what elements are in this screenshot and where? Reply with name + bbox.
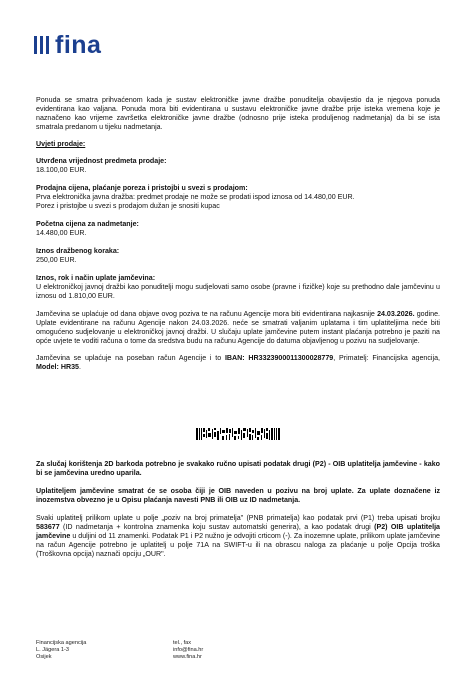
payment-text-2: , Primatelj: Financijska agencija, <box>333 354 440 362</box>
deposit-block <box>36 274 440 301</box>
fina-logo <box>34 32 101 58</box>
footer-contact <box>173 640 203 661</box>
payment-paragraph <box>36 354 440 372</box>
value-block <box>36 157 440 175</box>
footer-city: Osijek <box>36 654 52 660</box>
oib-note: Uplatiteljem jamčevine smatrat će se osoba čiji je OIB naveden u pozivu na broj uplate. Za uplate doznačene iz inozemstva obvezno je u Opisu plaćanja navesti PNB ili OIB uz ID nadmetanja. <box>36 487 440 504</box>
logo-text: fina <box>55 30 102 59</box>
instructions-text-2: (ID nadmetanja + kontrolna znamenka koju sustav automatski generira), a kao podatak drugi <box>59 523 375 531</box>
deposit-deadline-text-1: Jamčevina se uplaćuje od dana objave ovog poziva te na računu Agencije mora biti evidentirana najkasnije <box>36 310 378 318</box>
instructions-text-3: u duljini od 11 znamenki. Podatak P1 i P2 nužno je odvojiti crticom (-). Za inozemne uplate, prilikom uplate jamčevine na račun Agencije potrebno je uplatitelj u polje 71A na SWIFT-u ili na obrascu naloga za plaćanje u polje Opcija troška (Troškovna opcija) naznači opciju „OUR". <box>36 532 440 558</box>
conditions-heading: Uvjeti prodaje: <box>36 140 86 148</box>
instructions-p2: (P2) OIB uplatitelja jamčevine <box>36 523 440 540</box>
price-block <box>36 184 440 211</box>
start-price-block <box>36 220 440 238</box>
value-text: 18.100,00 EUR. <box>36 166 87 174</box>
deposit-deadline-date: 24.03.2026. <box>377 310 415 318</box>
instructions-code: 583677 <box>36 523 60 531</box>
barcode-note: Za slučaj korištenja 2D barkoda potrebno je svakako ručno upisati podatak drugi (P2) - OIB uplatitelja jamčevine - kako bi se jamčevina uredno uparila. <box>36 460 440 477</box>
notice-section <box>36 460 440 568</box>
payment-model: Model: HR35 <box>36 363 79 371</box>
increment-block <box>36 247 440 265</box>
deposit-label: Iznos, rok i način uplate jamčevina: <box>36 274 156 282</box>
payment-text-1: Jamčevina se uplaćuje na poseban račun Agencije i to <box>36 354 225 362</box>
instructions-paragraph <box>36 514 440 559</box>
deposit-text: U elektroničkoj javnoj dražbi kao ponuditelji mogu sudjelovati samo osobe (pravne i fizičke) koje su prethodno dale jamčevinu u iznosu od 1.810,00 EUR. <box>36 283 440 300</box>
increment-text: 250,00 EUR. <box>36 256 77 264</box>
value-label: Utvrđena vrijednost predmeta prodaje: <box>36 157 167 165</box>
increment-label: Iznos dražbenog koraka: <box>36 247 120 255</box>
start-price-label: Početna cijena za nadmetanje: <box>36 220 139 228</box>
logo-bars-icon <box>34 36 49 54</box>
footer-website: www.fina.hr <box>173 654 202 660</box>
footer-phone: tel., fax <box>173 640 192 646</box>
footer-company: Financijska agencija <box>36 640 87 646</box>
pdf417-barcode-icon <box>196 428 280 440</box>
footer-street: L. Jägera 1-3 <box>36 647 69 653</box>
deposit-deadline-paragraph <box>36 310 440 346</box>
footer-address <box>36 640 86 661</box>
instructions-text-1: Svaki uplatitelj prilikom uplate u polje „poziv na broj primatelja" (PNB primatelja) kao podatak prvi (P1) treba upisati brojku <box>36 514 440 522</box>
price-line-2: Porez i pristojbe u svezi s prodajom dužan je snositi kupac <box>36 202 220 210</box>
payment-text-3: . <box>78 363 81 371</box>
payment-iban: IBAN: HR3323900011300028779 <box>224 354 334 362</box>
price-line-1: Prva elektronička javna dražba: predmet prodaje ne može se prodati ispod iznosa od 14.480,00 EUR. <box>36 193 355 201</box>
intro-paragraph: Ponuda se smatra prihvaćenom kada je sustav elektroničke javne dražbe ponuditelja obavijestio da je njegova ponuda evidentirana kao valjana. Ponuda mora biti evidentirana u sustavu elektroničke javne dražbe prije isteka vremena koje je naznačeno kao vrijeme završetka elektroničke javne dražbe (odnosno prije isteka produljenog nadmetanja) da bi se ista smatrala predanom u tijeku nadmetanja. <box>36 96 440 131</box>
price-label: Prodajna cijena, plaćanje poreza i pristojbi u svezi s prodajom: <box>36 184 248 192</box>
main-content <box>36 96 440 380</box>
deposit-deadline-text-2: godine. Uplate evidentirane na računu Agencije nakon 24.03.2026. neće se smatrati valjanim uplatama i tim uplatiteljima neće biti omogućeno sudjelovanje u elektroničkoj javnoj dražbi. U slučaju uplate jamčevine putem instant plaćanja potrebno je paziti na opće uvjete te voditi računa o tome da sredstva budu na računu Agencije do datuma objavljenog u pozivu na sudjelovanje. <box>36 310 441 345</box>
start-price-text: 14.480,00 EUR. <box>36 229 87 237</box>
footer-email: info@fina.hr <box>173 647 204 653</box>
